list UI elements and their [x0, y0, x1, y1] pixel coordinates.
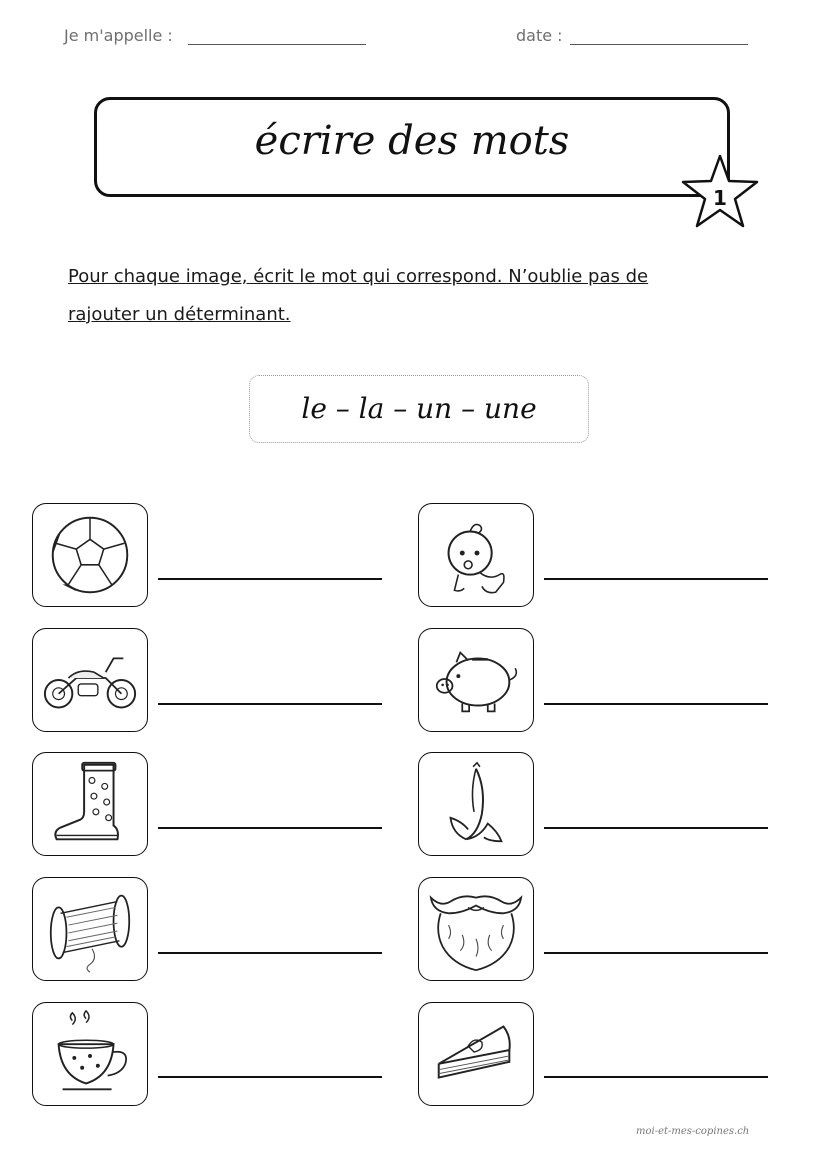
- picture-baby: [418, 503, 534, 607]
- determiners-text: le – la – un – une: [301, 392, 537, 425]
- answer-line-10[interactable]: [544, 1076, 768, 1078]
- picture-pie-slice: [418, 1002, 534, 1106]
- answer-line-1[interactable]: [158, 578, 382, 580]
- motorcycle-icon: [33, 629, 147, 731]
- answer-line-7[interactable]: [158, 952, 382, 954]
- beard-mustache-icon: [419, 878, 533, 980]
- answer-line-8[interactable]: [544, 952, 768, 954]
- page-title: écrire des mots: [254, 118, 570, 164]
- name-write-line[interactable]: [188, 44, 366, 45]
- banana-icon: [419, 753, 533, 855]
- answer-line-2[interactable]: [544, 578, 768, 580]
- instruction-line-1: Pour chaque image, écrit le mot qui correspond. N’oublie pas de: [68, 266, 649, 287]
- picture-thread-spool: [32, 877, 148, 981]
- answer-line-9[interactable]: [158, 1076, 382, 1078]
- picture-soccer-ball: [32, 503, 148, 607]
- star-badge: [680, 153, 760, 229]
- date-label: date :: [516, 26, 563, 45]
- instruction-line-2: rajouter un déterminant.: [68, 304, 291, 325]
- piggy-bank-icon: [419, 629, 533, 731]
- badge-number: 1: [713, 186, 727, 210]
- answer-line-5[interactable]: [158, 827, 382, 829]
- rain-boot-icon: [33, 753, 147, 855]
- answer-line-4[interactable]: [544, 703, 768, 705]
- baby-icon: [419, 504, 533, 606]
- name-label: Je m'appelle :: [64, 26, 173, 45]
- picture-beard: [418, 877, 534, 981]
- answer-line-6[interactable]: [544, 827, 768, 829]
- date-write-line[interactable]: [570, 44, 748, 45]
- pie-slice-icon: [419, 1003, 533, 1105]
- picture-banana: [418, 752, 534, 856]
- soccer-ball-icon: [33, 504, 147, 606]
- teacup-icon: [33, 1003, 147, 1105]
- picture-piggy-bank: [418, 628, 534, 732]
- picture-rain-boot: [32, 752, 148, 856]
- answer-line-3[interactable]: [158, 703, 382, 705]
- footer-credit: moi-et-mes-copines.ch: [636, 1126, 750, 1137]
- thread-spool-icon: [33, 878, 147, 980]
- star-icon: [680, 153, 760, 229]
- picture-teacup: [32, 1002, 148, 1106]
- picture-motorcycle: [32, 628, 148, 732]
